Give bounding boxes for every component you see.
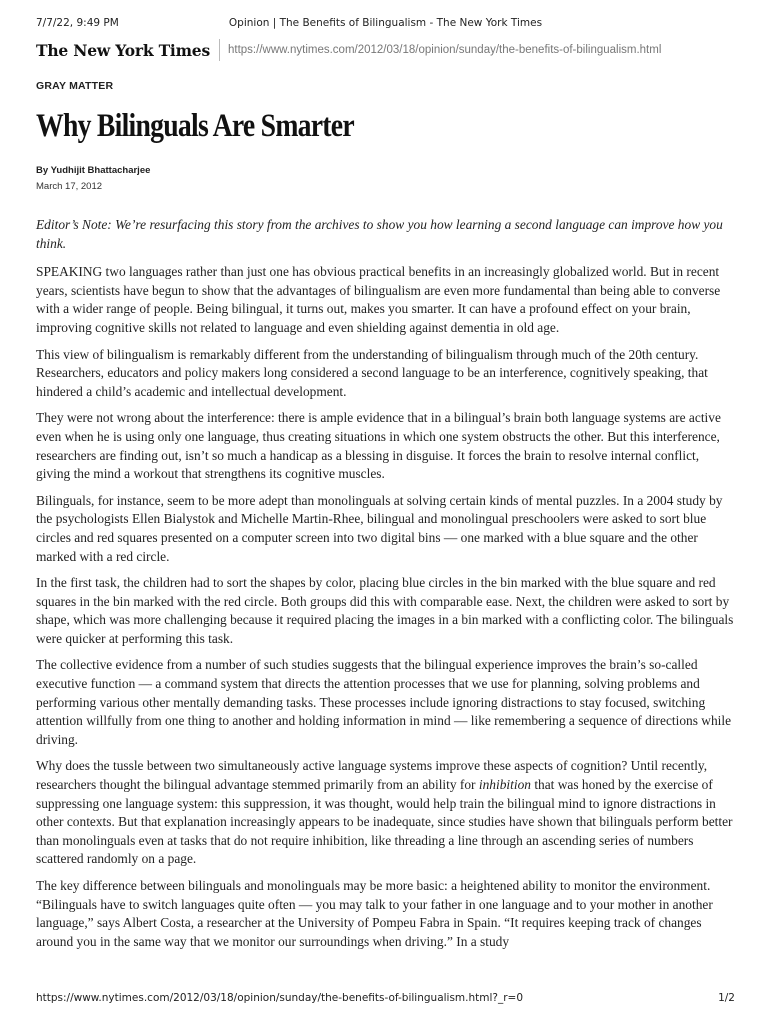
print-document-title: Opinion | The Benefits of Bilingualism - The New York Times: [228, 17, 543, 29]
section-kicker[interactable]: GRAY MATTER: [36, 80, 114, 92]
paragraph-text: Why does the tussle between two simultaneously active language systems improve these aspects of cognition? Until recently, researchers thought the bilingual advantage stemmed primarily from an ability for: [36, 758, 708, 793]
article-paragraph: In the first task, the children had to sort the shapes by color, placing blue circles in the bin marked with the blue square and red squares in the bin marked with the red circle. Both groups did this with comparable ease. Next, the children were asked to sort by shape, which was more challenging because it required placing the images in a bin marked with a conflicting color. The bilinguals were quicker at performing this task.: [36, 575, 734, 646]
article-paragraph: The collective evidence from a number of such studies suggests that the bilingual experience improves the brain’s so-called executive function — a command system that directs the attention processes that we use for planning, solving problems and performing various other mentally demanding tasks. These processes include ignoring distractions to stay focused, switching attention willfully from one thing to another and holding information in mind — like remembering a sequence of directions while driving.: [36, 657, 732, 747]
article-paragraph: This view of bilingualism is remarkably different from the understanding of bilingualism through much of the 20th century. Researchers, educators and policy makers long considered a second language to be an interference, cognitively speaking, that hindered a child’s academic and intellectual development.: [36, 346, 708, 399]
article-paragraph: Bilinguals, for instance, seem to be more adept than monolinguals at solving certain kinds of mental puzzles. In a 2004 study by the psychologists Ellen Bialystok and Michelle Martin-Rhee, bilingual and monolingual preschoolers were asked to sort blue circles and red squares presented on a computer screen into two digital bins — one marked with a blue square and the other marked with a red circle.: [36, 492, 723, 564]
article-headline: Why Bilinguals Are Smarter: [36, 108, 354, 144]
masthead-divider: [219, 39, 220, 61]
print-datetime: 7/7/22, 9:49 PM: [36, 17, 119, 29]
editors-note: Editor’s Note: We’re resurfacing this story from the archives to show you how learning a second language can improve how you think.: [36, 217, 723, 251]
article-paragraph: They were not wrong about the interference: there is ample evidence that in a bilingual’s brain both language systems are active even when he is using only one language, thus creating situations in which one system obstructs the other. But this interference, researchers are finding out, isn’t so much a handicap as a blessing in disguise. It forces the brain to resolve internal conflict, giving the mind a workout that strengthens its cognitive muscles.: [36, 410, 721, 482]
byline: By Yudhijit Bhattacharjee: [36, 165, 151, 176]
article-body: [36, 216, 734, 959]
article-paragraph: SPEAKING two languages rather than just one has obvious practical benefits in an increasingly globalized world. But in recent years, scientists have begun to show that the advantages of bilingualism are even more fundamental than being able to converse with a wider range of people. Being bilingual, it turns out, makes you smarter. It can have a profound effect on your brain, improving cognitive skills not related to language and even shielding against dementia in old age.: [36, 264, 721, 335]
publish-date: March 17, 2012: [36, 181, 103, 192]
masthead: [36, 38, 661, 62]
article-paragraph: [36, 757, 734, 869]
page-number: 1/2: [718, 992, 735, 1004]
article-paragraph: The key difference between bilinguals and monolinguals may be more basic: a heightened ability to monitor the environment. “Bilinguals have to switch languages quite often — you may talk to your father in one language and to your mother in another language,” says Albert Costa, a researcher at the University of Pompeu Fabra in Spain. “It requires keeping track of changes around you in the same way that we monitor our surroundings when driving.” In a study: [36, 878, 713, 949]
print-footer-url: https://www.nytimes.com/2012/03/18/opinion/sunday/the-benefits-of-bilingualism.html?_r=0: [36, 992, 524, 1004]
print-header: [36, 17, 735, 31]
nyt-logo[interactable]: The New York Times: [36, 40, 210, 60]
emphasis-inhibition: inhibition: [478, 777, 531, 793]
paragraph-text: that was honed by the exercise of suppressing one language system: this suppression, it was thought, would help train the bilingual mind to ignore distractions in other contexts. But that explanation increasingly appears to be inadequate, since studies have shown that bilinguals perform better than monolinguals even at tasks that do not require inhibition, like threading a line through an ascending series of numbers scattered randomly on a page.: [36, 777, 733, 867]
article-url[interactable]: https://www.nytimes.com/2012/03/18/opinion/sunday/the-benefits-of-bilingualism.html: [228, 44, 662, 56]
print-footer: [36, 992, 735, 1006]
